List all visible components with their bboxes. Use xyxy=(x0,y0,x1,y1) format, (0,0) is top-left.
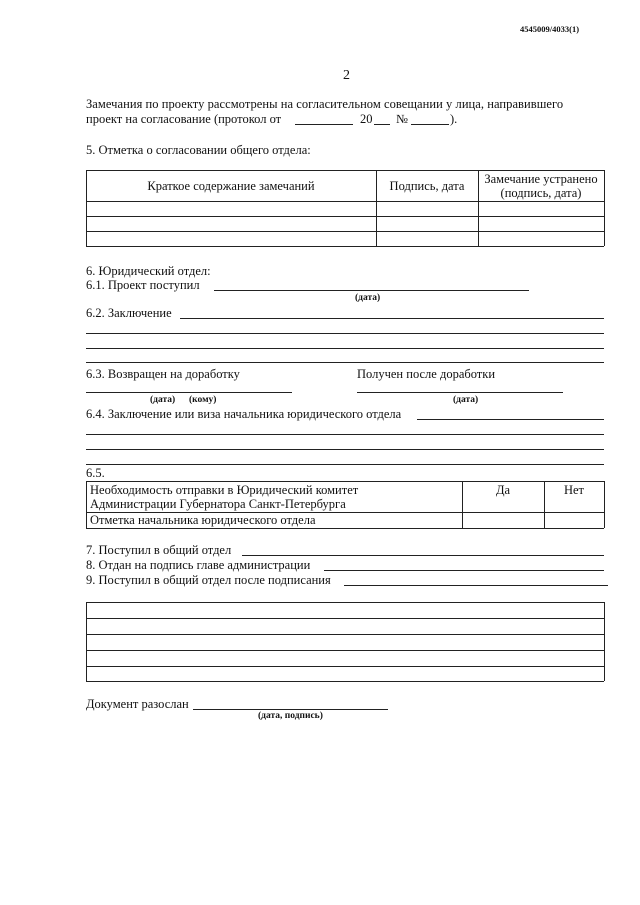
conclusion-line-4 xyxy=(86,362,604,363)
caption-received-date: (дата) xyxy=(453,395,479,405)
received-after-blank xyxy=(357,392,563,393)
caption-returned-date: (дата) xyxy=(150,395,176,405)
distribution-label: Документ разослан xyxy=(86,697,189,711)
intro-line-2d: ). xyxy=(450,112,458,126)
no-header: Нет xyxy=(563,483,585,497)
item-6-3: 6.3. Возвращен на доработку xyxy=(86,367,240,381)
conclusion-line-1 xyxy=(180,318,604,319)
item-8: 8. Отдан на подпись главе администрации xyxy=(86,558,311,572)
item-8-blank xyxy=(324,570,604,571)
item-6-2: 6.2. Заключение xyxy=(86,306,172,320)
visa-line-2 xyxy=(86,434,604,435)
caption-returned-whom: (кому) xyxy=(189,395,217,405)
intro-line-2a: проект на согласование (протокол от xyxy=(86,112,282,126)
received-after-label: Получен после доработки xyxy=(357,367,496,381)
intro-line-1: Замечания по проекту рассмотрены на согласительном совещании у лица, направившего xyxy=(86,97,564,111)
section-5-title: 5. Отметка о согласовании общего отдела: xyxy=(86,143,311,157)
conclusion-line-3 xyxy=(86,348,604,349)
section-6-title: 6. Юридический отдел: xyxy=(86,264,211,278)
protocol-year-blank xyxy=(374,124,390,125)
item-9-blank xyxy=(344,585,608,586)
item-6-5: 6.5. xyxy=(86,466,105,480)
legal-row-1-line-2: Администрации Губернатора Санкт-Петербурга xyxy=(90,497,346,511)
table-header-resolved: Замечание устранено xyxy=(484,172,598,186)
item-7-blank xyxy=(242,555,604,556)
intro-line-2b: 20 xyxy=(360,112,373,126)
item-9: 9. Поступил в общий отдел после подписания xyxy=(86,573,331,587)
intro-line-2c: № xyxy=(396,112,408,126)
visa-line-3 xyxy=(86,449,604,450)
item-6-1: 6.1. Проект поступил xyxy=(86,278,200,292)
distribution-caption: (дата, подпись) xyxy=(258,711,323,721)
protocol-date-blank xyxy=(295,124,353,125)
table-header-signature: Подпись, дата xyxy=(389,179,465,193)
item-7: 7. Поступил в общий отдел xyxy=(86,543,232,557)
protocol-number-blank xyxy=(411,124,449,125)
visa-line-4 xyxy=(86,464,604,465)
legal-row-2: Отметка начальника юридического отдела xyxy=(90,513,316,527)
visa-line-1 xyxy=(417,419,604,420)
table-header-remarks: Краткое содержание замечаний xyxy=(147,179,315,193)
received-date-blank xyxy=(214,290,529,291)
conclusion-line-2 xyxy=(86,333,604,334)
yes-header: Да xyxy=(495,483,511,497)
item-6-4: 6.4. Заключение или виза начальника юридического отдела xyxy=(86,407,402,421)
distribution-blank xyxy=(193,709,388,710)
legal-row-1-line-1: Необходимость отправки в Юридический комитет xyxy=(90,483,359,497)
table-header-resolved-sub: (подпись, дата) xyxy=(500,186,582,200)
caption-date-6-1: (дата) xyxy=(355,293,381,303)
page-number: 2 xyxy=(343,68,350,83)
returned-blank xyxy=(86,392,292,393)
document-id: 4545009/4033(1) xyxy=(520,24,580,34)
